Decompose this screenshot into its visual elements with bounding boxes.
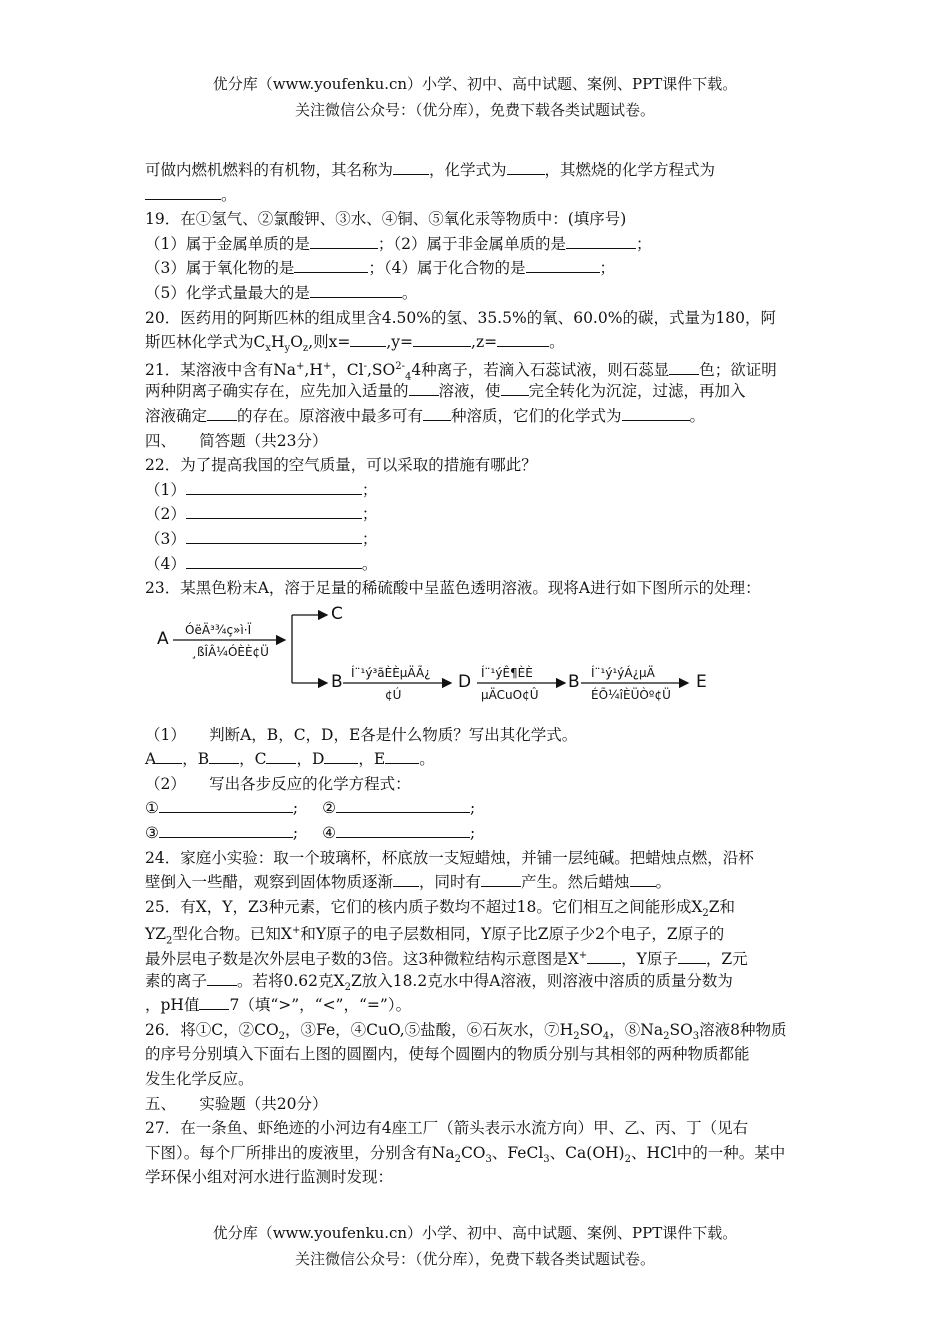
q23-answers: A ，B ，C ，D ，E 。	[145, 747, 807, 772]
q21-line3: 溶液确定 的存在。原溶液中最多可有 种溶质，它们的化学式为 。	[145, 404, 807, 429]
page-footer-line1: 优分库（www.youfenku.cn）小学、初中、高中试题、案例、PPT课件下载。	[212, 1224, 738, 1242]
arrow2-label-top: Í¨¹ý³ãÈÈµÄÃ¿	[351, 665, 431, 680]
page-footer-line2: 关注微信公众号：（优分库），免费下载各类试题试卷。	[294, 1250, 655, 1268]
q23-part2: （2） 写出各步反应的化学方程式：	[145, 774, 411, 793]
flow-arrows	[145, 601, 807, 723]
node-b-1: B	[331, 671, 343, 692]
q24-line1: 24．家庭小实验：取一个玻璃杯，杯底放一支短蜡烛，并铺一层纯碱。把蜡烛点燃，沿杯	[145, 848, 754, 867]
q27-line3: 学环保小组对河水进行监测时发现：	[145, 1168, 394, 1187]
section-5-title: 五、 实验题（共20分）	[145, 1094, 328, 1113]
q26-line3: 发生化学反应。	[145, 1070, 254, 1088]
q27-line1: 27．在一条鱼、虾绝迹的小河边有4座工厂（箭头表示水流方向）甲、乙、丙、丁（见右	[145, 1119, 749, 1138]
q25-line2: $YZ_2$型化合物。已知X+和Y原子的电子层数相同，Y原子比Z原子少2个电子，Z原子的	[145, 925, 725, 947]
q22-item-3: （3） ；	[145, 527, 807, 552]
q23-equations-row2: ③ ; ④ ;	[145, 821, 807, 846]
q23-part1: （1） 判断A，B，C，D，E各是什么物质？写出其化学式。	[145, 725, 578, 744]
q22-item-2: （2） ；	[145, 502, 807, 527]
q26-line2: 的序号分别填入下面右上图的圆圈内，使每个圆圈内的物质分别与其相邻的两种物质都能	[145, 1045, 750, 1064]
q25-line3: 最外层电子数是次外层电子数的3倍。这3种微粒结构示意图是X+ ，Y原子 ，Z元	[145, 944, 807, 969]
q25-line4: 素的离子 。若将0.62克$X_2Z$放入18.2克水中得A溶液，则溶液中溶质的质量分数为	[145, 969, 807, 994]
arrow4-label-top: Í¨¹ý¹ýÁ¿µÄ	[591, 665, 655, 680]
q27-line2: 下图）。每个厂所排出的废液里，分别含有$Na_2CO_3$、FeCl$_3$、$Ca(OH)_2$、HCl中的一种。某中	[145, 1143, 786, 1165]
arrow4-label-bottom: ÉÕ¼îÈÜÒº¢Ü	[591, 687, 671, 702]
q18-line2: 。	[145, 183, 807, 208]
q23-equations-row1: ① ; ② ;	[145, 796, 807, 821]
page-header-line1: 优分库（www.youfenku.cn）小学、初中、高中试题、案例、PPT课件下载。	[212, 75, 738, 93]
q18-line1: 可做内燃机燃料的有机物，其名称为 ，化学式为 ，其燃烧的化学方程式为	[145, 158, 807, 183]
q22-item-4: （4） 。	[145, 552, 807, 577]
node-d: D	[458, 671, 472, 692]
q25-line1: 25．有X，Y，Z3种元素，它们的核内质子数均不超过18。它们相互之间能形成$X_2Z$和	[145, 897, 736, 919]
q19-line2: （3）属于氧化物的是 ；（4）属于化合物的是 ；	[145, 256, 807, 281]
q26-line1: 26．将①C，$②CO_2$，③Fe，④CuO,⑤盐酸，⑥石灰水，$⑦H_2SO_4$，$⑧Na_2SO_3$溶液8种物质	[145, 1020, 787, 1042]
reaction-flow-diagram	[145, 601, 807, 723]
document-body	[145, 158, 807, 1190]
section-4-title: 四、 简答题（共23分）	[145, 431, 328, 450]
q21-line1: 21．某溶液中含有Na+,H+，$Cl^-,SO^{2-}_44$种离子，若滴入石蕊试液，则石蕊显 色；欲证明	[145, 355, 807, 380]
q20-line1: 20．医药用的阿斯匹林的组成里含4.50%的氢、35.5%的氧、60.0%的碳，式量为180，阿	[145, 308, 777, 327]
q22-item-1: （1） ；	[145, 478, 807, 503]
arrow3-label-top: Í¨¹ýÊ¶ÈÈ	[481, 665, 533, 680]
page-header-line2: 关注微信公众号：（优分库），免费下载各类试题试卷。	[294, 101, 655, 119]
q19-line3: （5）化学式量最大的是 。	[145, 281, 807, 306]
arrow1-label-bottom: ¸ßÎÂ¼ÓÈÈ¢Ü	[191, 644, 269, 659]
q25-line5: ，pH值 7（填“>”，“<”，“=”）。	[145, 993, 807, 1018]
arrow3-label-bottom: µÄCuO¢Û	[481, 687, 539, 702]
node-e: E	[696, 671, 707, 692]
q19-line1: （1）属于金属单质的是 ；（2）属于非金属单质的是 ；	[145, 232, 807, 257]
q19-stem: 19．在①氢气、②氯酸钾、③水、④铜、⑤氧化汞等物质中：(填序号)	[145, 210, 627, 229]
q23-stem: 23．某黑色粉末A，溶于足量的稀硫酸中呈蓝色透明溶液。现将A进行如下图所示的处理：	[145, 579, 761, 598]
node-a: A	[157, 628, 169, 649]
q20-line2: 斯匹林化学式为$C_xH_yO_z$,则x= ,y= ,z= 。	[145, 330, 807, 355]
arrow1-label-top: ÓëÄ³¾ç»ì·Ï	[185, 622, 252, 637]
node-c: C	[331, 603, 343, 624]
node-b-2: B	[568, 671, 580, 692]
arrow2-label-bottom: ¢Ú	[385, 687, 402, 702]
q22-stem: 22．为了提高我国的空气质量，可以采取的措施有哪此？	[145, 456, 537, 475]
q21-line2: 两种阴离子确实存在，应先加入适量的 溶液，使 完全转化为沉淀，过滤，再加入	[145, 379, 807, 404]
q24-line2: 壁倒入一些醋，观察到固体物质逐渐 ，同时有 产生。然后蜡烛 。	[145, 870, 807, 895]
